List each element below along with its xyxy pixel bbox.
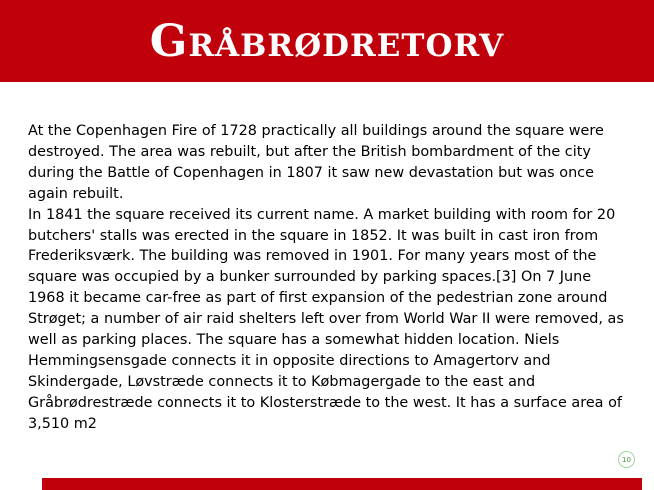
paragraph-1: At the Copenhagen Fire of 1728 practically all buildings around the square were destroyed. The area was rebuilt, but after the British bombardment of the city during the Battle of Copenhagen in 1807 it saw new devastation but was once again rebuilt. [28,123,604,202]
body-text [28,121,628,435]
paragraph-2: In 1841 the square received its current name. A market building with room for 20 butchers' stalls was erected in the square in 1852. It was built in cast iron from Frederiksværk. The building was removed in 1901. For many years most of the square was occupied by a bunker surrounded by parking spaces.[3] On 7 June 1968 it became car-free as part of first expansion of the pedestrian zone around Strøget; a number of air raid shelters left over from World War II were removed, as well as parking places. The square has a somewhat hidden location. Niels Hemmingsensgade connects it in opposite directions to Amagertorv and Skindergade, Løvstræde connects it to Købmagergade to the east and Gråbrødrestræde connects it to Klosterstræde to the west. It has a surface area of 3,510 m2 [28,206,624,432]
footer-bar [0,478,654,490]
page-number-badge: 10 [618,451,635,468]
page-title: Gråbrødretorv [149,16,505,67]
footer-bar-red [42,478,642,490]
footer-bar-gap-left [0,478,42,490]
header-bar [0,0,654,82]
footer-bar-gap-right [642,478,654,490]
